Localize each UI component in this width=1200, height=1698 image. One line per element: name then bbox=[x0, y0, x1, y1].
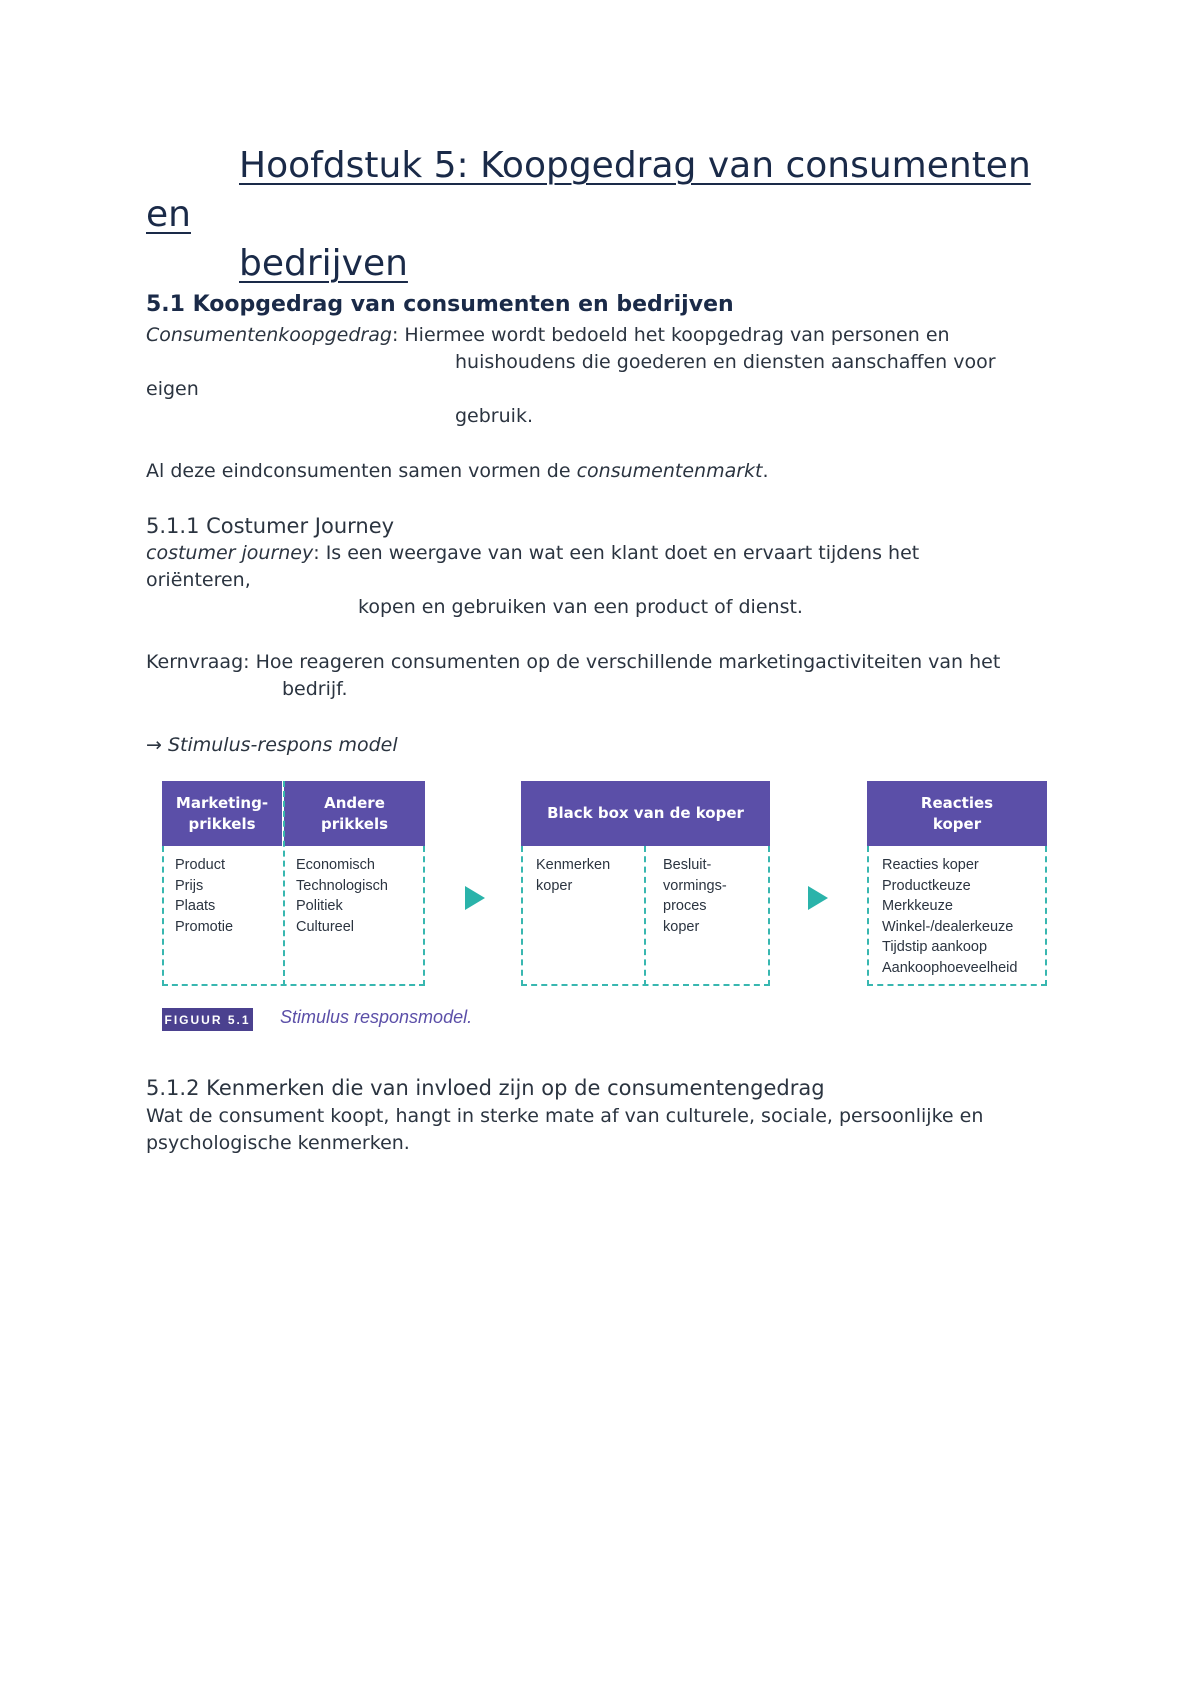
list-item: Winkel-/dealerkeuze bbox=[882, 918, 1014, 935]
black-box-header: Black box van de koper bbox=[521, 781, 770, 846]
section-5-1-2-heading: 5.1.2 Kenmerken die van invloed zijn op de consumentengedrag bbox=[146, 1076, 825, 1100]
journey-line2: oriënteren, bbox=[146, 569, 251, 591]
definition-line2: huishoudens die goederen en diensten aanschaffen voor bbox=[455, 351, 996, 373]
list-item: Politiek bbox=[296, 898, 343, 914]
list-item: Technologisch bbox=[296, 877, 388, 894]
key-question-line1: Kernvraag: Hoe reageren consumenten op de verschillende marketingactiviteiten van het bbox=[146, 651, 1001, 673]
section-5-1-2-line1: Wat de consument koopt, hangt in sterke mate af van culturele, sociale, persoonlijke en bbox=[146, 1105, 984, 1127]
journey-term: costumer journey bbox=[146, 542, 314, 564]
flow-arrow-icon bbox=[465, 886, 485, 910]
list-item: koper bbox=[536, 877, 573, 894]
list-item: Promotie bbox=[175, 918, 234, 935]
journey-line3: kopen en gebruiken van een product of dienst. bbox=[358, 596, 803, 618]
buyer-characteristics-list bbox=[536, 855, 610, 896]
chapter-title-line2: en bbox=[146, 194, 191, 235]
list-item: koper bbox=[663, 918, 700, 935]
market-suffix: . bbox=[762, 460, 769, 482]
list-item: Tijdstip aankoop bbox=[882, 939, 988, 955]
list-item: Plaats bbox=[175, 898, 216, 914]
buyer-responses-header: Reacties koper bbox=[867, 781, 1047, 846]
figure-label: FIGUUR 5.1 bbox=[162, 1008, 253, 1031]
definition-line3: eigen bbox=[146, 378, 199, 400]
chapter-title-line1: Hoofdstuk 5: Koopgedrag van consumenten bbox=[239, 145, 1031, 186]
chapter-title-line3: bedrijven bbox=[239, 243, 408, 284]
right-arrow-icon: → bbox=[146, 734, 162, 756]
list-item: Prijs bbox=[175, 877, 204, 894]
journey-text: : Is een weergave van wat een klant doet en ervaart tijdens het bbox=[313, 542, 920, 564]
definition-term: Consumentenkoopgedrag bbox=[146, 324, 392, 346]
flow-arrow-icon bbox=[808, 886, 828, 910]
list-item: Besluit- bbox=[663, 857, 712, 873]
definition-text: : Hiermee wordt bedoeld het koopgedrag van personen en bbox=[391, 324, 950, 346]
list-item: Merkkeuze bbox=[882, 898, 953, 914]
journey-definition bbox=[146, 542, 919, 564]
consumer-market-sentence bbox=[146, 460, 769, 482]
section-5-1-2-line2: psychologische kenmerken. bbox=[146, 1132, 410, 1154]
stimuli-column-divider bbox=[283, 781, 285, 986]
other-stimuli-list bbox=[296, 855, 388, 937]
list-item: proces bbox=[663, 898, 707, 914]
decision-process-list bbox=[663, 855, 727, 937]
black-box-divider bbox=[644, 846, 646, 986]
figure-caption: Stimulus responsmodel. bbox=[280, 1007, 473, 1027]
definition-line4: gebruik. bbox=[455, 405, 533, 427]
list-item: Product bbox=[175, 857, 225, 873]
list-item: Productkeuze bbox=[882, 877, 971, 894]
marketing-stimuli-list bbox=[175, 855, 233, 937]
list-item: Kenmerken bbox=[536, 857, 611, 873]
list-item: Economisch bbox=[296, 857, 375, 873]
list-item: Reacties koper bbox=[882, 857, 979, 873]
other-stimuli-header: Andere prikkels bbox=[284, 781, 425, 846]
section-5-1-heading: 5.1 Koopgedrag van consumenten en bedrijven bbox=[146, 292, 734, 317]
list-item: Cultureel bbox=[296, 918, 355, 935]
model-label: Stimulus-respons model bbox=[167, 734, 398, 756]
list-item: vormings- bbox=[663, 877, 727, 894]
buyer-responses-list bbox=[882, 855, 1017, 978]
model-reference bbox=[146, 734, 398, 756]
list-item: Aankoophoeveelheid bbox=[882, 959, 1018, 976]
section-5-1-1-heading: 5.1.1 Costumer Journey bbox=[146, 514, 395, 538]
key-question-line2: bedrijf. bbox=[282, 678, 348, 700]
marketing-stimuli-header: Marketing- prikkels bbox=[162, 781, 282, 846]
market-term: consumentenmarkt bbox=[576, 460, 763, 482]
consumer-behaviour-definition bbox=[146, 324, 950, 346]
market-prefix: Al deze eindconsumenten samen vormen de bbox=[146, 460, 577, 482]
